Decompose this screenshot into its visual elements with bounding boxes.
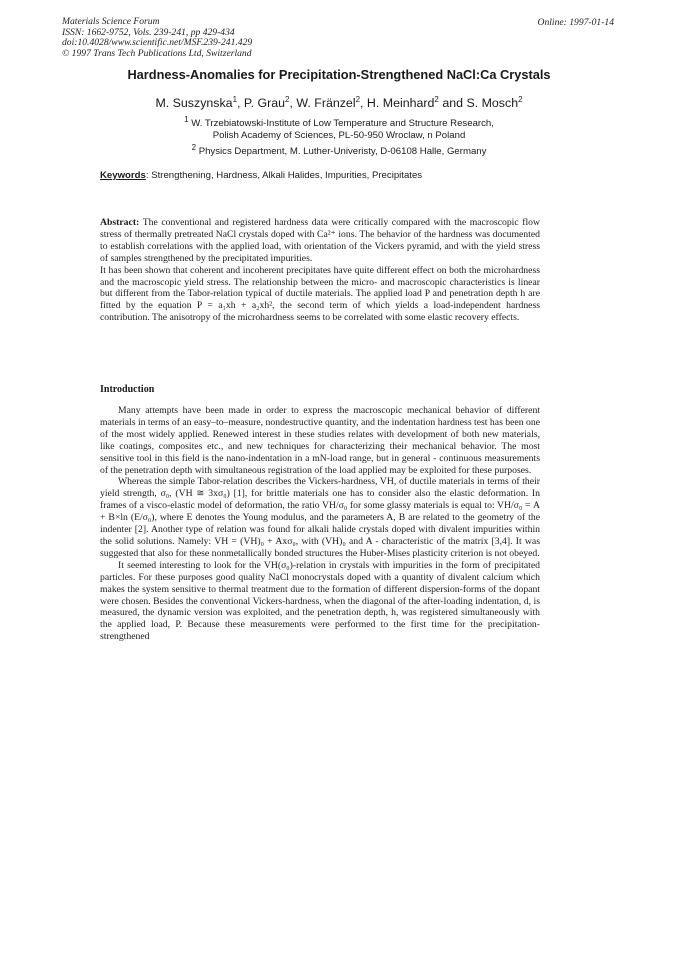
body-paragraph: It seemed interesting to look for the VH(σ₀)-relation in crystals with impurities in the form of precipitated particles. For these purposes good quality NaCl monocrystals doped with a quantity of divalent calcium which makes the system sensitive to thermal treatment due to the formation of different dispersion-forms of the dopant were chosen. Besides the conventional Vickers-hardness, when the diagonal of the after-loading indentation, d, is measured, the dynamic version was exploited, and the penetration depth, h, was registered simultaneously with the applied load, P. Because these measurements were performed to the first time for the precipitation-strengthened (100, 559, 540, 643)
affiliation-line: W. Trzebiatowski-Institute of Low Temperature and Structure Research, (191, 118, 494, 129)
keywords-label: Keywords (100, 170, 146, 181)
affiliation-mark: 1 (184, 114, 189, 124)
author-name: M. Suszynska (155, 96, 233, 110)
journal-header (62, 17, 252, 59)
separator: , (289, 96, 297, 110)
affiliation-2 (0, 142, 678, 158)
affiliation-mark: 2 (355, 94, 361, 104)
abstract (100, 217, 540, 324)
author-name: H. Meinhard (366, 96, 435, 110)
abstract-paragraph: The conventional and registered hardness data were critically compared with the macroscopic flow stress of thermally pretreated NaCl crystals doped with Ca²⁺ ions. The behavior of the hardness was documented to establish correlations with the applied load, with orientation of the Vickers pyramid, and with the yield stress of samples strengthened by the precipitated impurities. (100, 217, 540, 264)
author-name: W. Fränzel (296, 96, 356, 110)
affiliation-mark: 1 (232, 94, 238, 104)
affiliation-mark: 2 (518, 94, 523, 104)
author-name: P. Grau (243, 96, 286, 110)
issn-line: ISSN: 1662-9752, Vols. 239-241, pp 429-434 (62, 26, 235, 38)
body-paragraph: Whereas the simple Tabor-relation describes the Vickers-hardness, VH, of ductile materials in terms of their yield strength, σ₀, (VH ≅ 3xσ₀) [1], for brittle materials one has to consider also the elastic deformation. In frames of a visco-elastic model of deformation, the ratio VH/σ₀ for some glassy materials is equal to: VH/σ₀ = A + B×ln (E/σ₀), where E denotes the Young modulus, and the parameters A, B are related to the geometry of the indenter [2]. Another type of relation was found for alkali halide crystals doped with divalent impurities within the solid solutions. Namely: VH = (VH)₀ + Axσ₀, with (VH)₀ and A - characteristic of the matrix [3,4]. It was suggested that also for these nonmetallically bonded structures the Huber-Mises plasticity criterion is not obeyed. (100, 476, 540, 559)
paper-title: Hardness-Anomalies for Precipitation-Strengthened NaCl:Ca Crystals (127, 67, 551, 82)
separator: and (438, 96, 467, 110)
author-list (0, 96, 678, 110)
separator: , (360, 96, 367, 110)
copyright-line: © 1997 Trans Tech Publications Ltd, Switzerland (62, 47, 252, 59)
affiliation-line: Polish Academy of Sciences, PL-50-950 Wroclaw, n Poland (212, 130, 466, 141)
affiliation-1 (0, 114, 678, 142)
affiliation-line: Physics Department, M. Luther-Univeristy, D-06108 Halle, Germany (198, 146, 487, 157)
keywords-text: Strengthening, Hardness, Alkali Halides, Impurities, Precipitates (151, 170, 423, 181)
abstract-paragraph: It has been shown that coherent and incoherent precipitates have quite different effect on both the microhardness and the macroscopic yield stress. The relationship between the micro- and macroscopic characteristics is linear but different from the Tabor-relation typical of ductile materials. The applied load P and penetration depth h are fitted by the equation P = a₁xh + a₂xh², the second term of which yields a load-independent hardness contribution. The anisotropy of the microhardness seems to be correlated with some elastic recovery effects. (100, 264, 540, 324)
doi-line: doi:10.4028/www.scientific.net/MSF.239-241.429 (62, 37, 253, 49)
separator: , (237, 96, 244, 110)
abstract-label: Abstract: (100, 217, 140, 228)
body-paragraph: Many attempts have been made in order to express the macroscopic mechanical behavior of different materials in terms of an easy–to–measure, nondestructive quantity, and the indentation hardness test has been one of the most widely applied. Renewed interest in these studies relates with development of both new materials, like coatings, composites etc., and new techniques for characterizing their mechanical behavior. The most sensitive tool in this field is the nano-indentation in a mN-load range, but in general - continuous measurements of the penetration depth with simultaneous registration of the load applied may be exploited for these purposes. (100, 405, 540, 476)
author-name: S. Mosch (466, 96, 519, 110)
introduction-body (100, 405, 540, 643)
online-date: Online: 1997-01-14 (537, 17, 614, 28)
affiliation-mark: 2 (191, 142, 197, 152)
keywords: Keywords: Strengthening, Hardness, Alkali Halides, Impurities, Precipitates (100, 170, 423, 181)
journal-name: Materials Science Forum (62, 16, 160, 27)
section-heading: Introduction (100, 384, 155, 395)
affiliation-mark: 2 (434, 94, 439, 104)
affiliation-mark: 2 (285, 94, 290, 104)
